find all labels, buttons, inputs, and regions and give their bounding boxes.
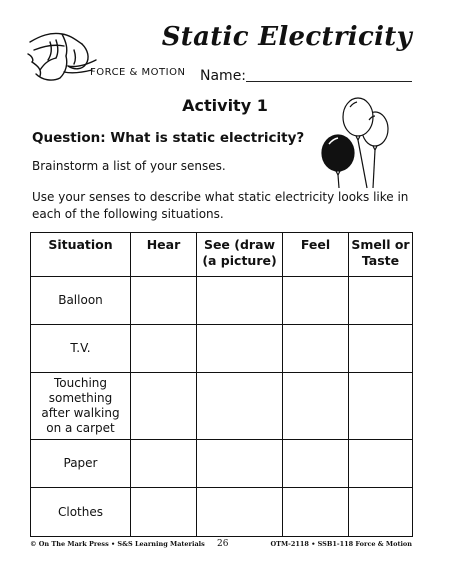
- instructions-text: Use your senses to describe what static electricity looks like in each of the following situations.: [32, 190, 409, 221]
- answer-cell[interactable]: [349, 488, 413, 537]
- name-label: Name:: [200, 68, 247, 84]
- answer-cell[interactable]: [197, 440, 283, 488]
- table-header-row: [31, 233, 413, 277]
- answer-cell[interactable]: [131, 488, 197, 537]
- page-title: Static Electricity: [161, 22, 412, 52]
- page-number: 26: [217, 539, 229, 549]
- column-header: Situation: [31, 233, 131, 277]
- balloons-icon: [315, 95, 395, 190]
- column-header: Feel: [283, 233, 349, 277]
- answer-cell[interactable]: [197, 325, 283, 373]
- footer-product-code: OTM-2118 • SSB1-118 Force & Motion: [270, 540, 412, 548]
- table-row: [31, 277, 413, 325]
- answer-cell[interactable]: [197, 373, 283, 440]
- situation-cell: Balloon: [31, 277, 131, 325]
- brainstorm-text: Brainstorm a list of your senses.: [32, 159, 226, 173]
- senses-table: [30, 232, 413, 537]
- table-row: [31, 325, 413, 373]
- answer-cell[interactable]: [283, 440, 349, 488]
- situation-cell: Clothes: [31, 488, 131, 537]
- answer-cell[interactable]: [283, 488, 349, 537]
- situation-cell: Paper: [31, 440, 131, 488]
- question-text: Question: What is static electricity?: [32, 130, 305, 146]
- table-row: [31, 488, 413, 537]
- situation-cell: Touching something after walking on a carpet: [31, 373, 131, 440]
- answer-cell[interactable]: [197, 488, 283, 537]
- answer-cell[interactable]: [131, 325, 197, 373]
- answer-cell[interactable]: [283, 277, 349, 325]
- answer-cell[interactable]: [349, 373, 413, 440]
- answer-cell[interactable]: [349, 440, 413, 488]
- answer-cell[interactable]: [283, 325, 349, 373]
- column-header: See (draw (a picture): [197, 233, 283, 277]
- activity-heading: Activity 1: [182, 96, 268, 115]
- footer-copyright: © On The Mark Press • S&S Learning Materials: [30, 540, 205, 548]
- answer-cell[interactable]: [131, 373, 197, 440]
- column-header: Smell or Taste: [349, 233, 413, 277]
- logo-label: FORCE & MOTION: [90, 67, 186, 78]
- situation-cell: T.V.: [31, 325, 131, 373]
- answer-cell[interactable]: [197, 277, 283, 325]
- answer-cell[interactable]: [349, 325, 413, 373]
- answer-cell[interactable]: [131, 440, 197, 488]
- name-field[interactable]: [246, 81, 412, 82]
- table-row: [31, 373, 413, 440]
- answer-cell[interactable]: [283, 373, 349, 440]
- column-header: Hear: [131, 233, 197, 277]
- table-row: [31, 440, 413, 488]
- answer-cell[interactable]: [131, 277, 197, 325]
- answer-cell[interactable]: [349, 277, 413, 325]
